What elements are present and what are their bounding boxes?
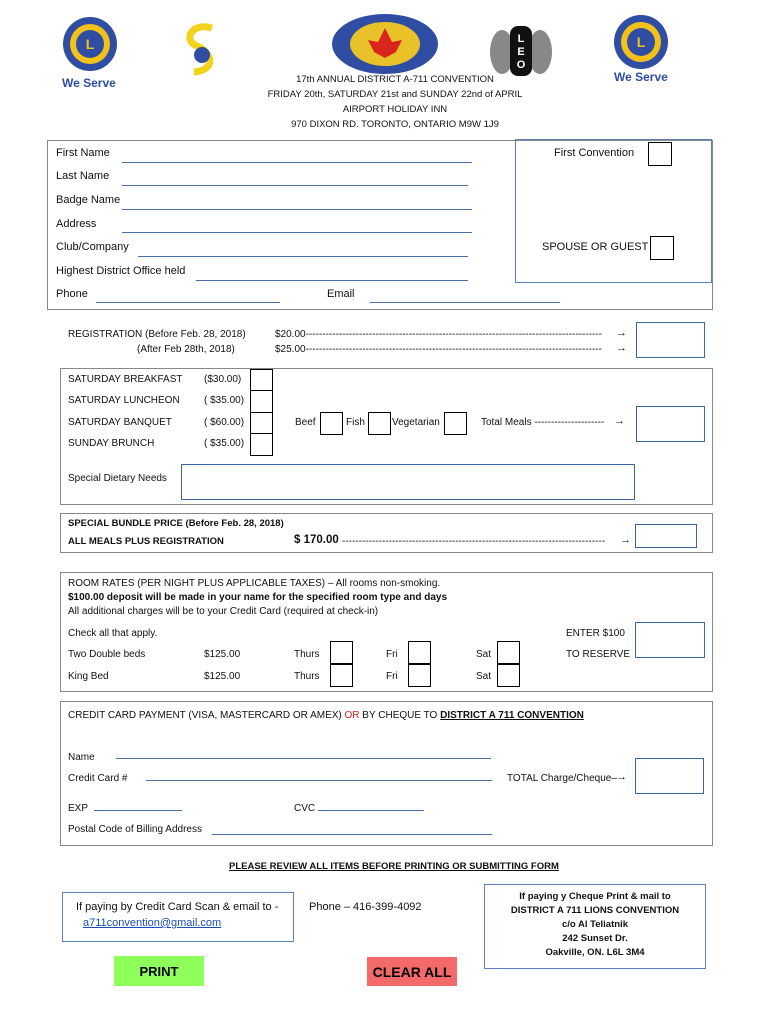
svg-text:E: E xyxy=(517,46,525,58)
phone-label: Phone xyxy=(56,288,88,300)
cheque-line-2: DISTRICT A 711 LIONS CONVENTION xyxy=(510,905,680,916)
district-office-label: Highest District Office held xyxy=(56,265,186,277)
cheque-line-4: 242 Sunset Dr. xyxy=(562,933,628,944)
title-line-3: AIRPORT HOLIDAY INN xyxy=(342,104,448,115)
vegetarian-checkbox[interactable] xyxy=(444,412,467,435)
beef-checkbox[interactable] xyxy=(320,412,343,435)
review-notice: PLEASE REVIEW ALL ITEMS BEFORE PRINTING OR SUBMITTING FORM xyxy=(229,861,559,872)
print-button[interactable] xyxy=(114,956,204,986)
double-thurs-checkbox[interactable] xyxy=(330,641,353,664)
meal-price-breakfast: ($30.00) xyxy=(204,374,242,385)
cvc-label: CVC xyxy=(294,803,316,814)
lions-logo-right xyxy=(606,12,676,72)
first-name-label: First Name xyxy=(56,147,110,159)
cvc-field[interactable] xyxy=(318,810,424,811)
contact-phone: Phone – 416-399-4092 xyxy=(309,901,422,913)
enter-label: ENTER $100 xyxy=(566,628,625,639)
we-serve-right: We Serve xyxy=(614,70,668,84)
room-type-king: King Bed xyxy=(68,671,109,682)
payment-name-label: Name xyxy=(68,752,95,763)
first-convention-checkbox[interactable] xyxy=(648,142,672,166)
total-charge-box[interactable] xyxy=(635,758,704,794)
special-dietary-input[interactable] xyxy=(181,464,635,500)
exp-label: EXP xyxy=(68,803,89,814)
meal-price-luncheon: ( $35.00) xyxy=(204,395,245,406)
registration-after-label: (After Feb 28th, 2018) xyxy=(137,344,235,355)
leo-logo xyxy=(488,22,554,80)
credit-instructions-line: If paying by Credit Card Scan & email to - xyxy=(76,901,279,913)
svg-text:O: O xyxy=(516,59,526,71)
meal-label-banquet: SATURDAY BANQUET xyxy=(68,417,172,428)
bundle-amount-box[interactable] xyxy=(635,524,697,548)
vegetarian-label: Vegetarian xyxy=(392,417,440,428)
breakfast-checkbox[interactable] xyxy=(250,369,273,392)
bundle-price: $ 170.00 xyxy=(294,534,339,546)
meal-price-banquet: ( $60.00) xyxy=(204,417,245,428)
thurs-label: Thurs xyxy=(294,671,320,682)
payment-heading xyxy=(68,710,584,721)
title-line-4: 970 DIXON RD. TORONTO, ONTARIO M9W 1J9 xyxy=(291,119,499,130)
lioness-logo xyxy=(172,20,232,80)
exp-field[interactable] xyxy=(94,810,182,811)
fish-label: Fish xyxy=(346,417,365,428)
registration-price-before: $20.00----------------------------------------------------------------------------------------- xyxy=(275,329,602,340)
double-fri-checkbox[interactable] xyxy=(408,641,431,664)
room-deposit-box[interactable] xyxy=(635,622,705,658)
lions-logo-left xyxy=(55,14,125,74)
phone-field[interactable] xyxy=(96,302,280,303)
bundle-dashes: ------------------------------------------------------------------------------- xyxy=(342,536,606,547)
first-name-field[interactable] xyxy=(122,162,472,163)
cheque-line-5: Oakville, ON. L6L 3M4 xyxy=(545,947,645,958)
king-thurs-checkbox[interactable] xyxy=(330,664,353,687)
payment-name-field[interactable] xyxy=(116,758,491,759)
payment-heading-b: BY CHEQUE TO xyxy=(359,710,441,721)
king-sat-checkbox[interactable] xyxy=(497,664,520,687)
check-all-label: Check all that apply. xyxy=(68,628,158,639)
svg-text:L: L xyxy=(636,34,646,50)
postal-code-field[interactable] xyxy=(212,834,492,835)
bundle-line-1: SPECIAL BUNDLE PRICE (Before Feb. 28, 2018) xyxy=(68,518,284,529)
fish-checkbox[interactable] xyxy=(368,412,391,435)
king-fri-checkbox[interactable] xyxy=(408,664,431,687)
bundle-line-2: ALL MEALS PLUS REGISTRATION xyxy=(68,536,224,547)
title-line-2: FRIDAY 20th, SATURDAY 21st and SUNDAY 22nd of APRIL xyxy=(267,89,523,100)
badge-name-field[interactable] xyxy=(122,209,472,210)
clear-all-button[interactable] xyxy=(367,957,457,986)
arrow-icon: → xyxy=(616,771,627,783)
club-label: Club/Company xyxy=(56,241,129,253)
svg-text:L: L xyxy=(85,36,95,52)
total-charge-label: TOTAL Charge/Cheque– xyxy=(507,773,617,784)
fri-label: Fri xyxy=(386,671,398,682)
cheque-line-3: c/o Al Teliatnik xyxy=(562,919,628,930)
email-label: Email xyxy=(327,288,355,300)
credit-card-label: Credit Card # xyxy=(68,773,128,784)
fri-label: Fri xyxy=(386,649,398,660)
first-convention-label: First Convention xyxy=(554,147,635,159)
rooms-line-2: $100.00 deposit will be made in your name for the specified room type and days xyxy=(68,592,447,603)
meal-price-brunch: ( $35.00) xyxy=(204,438,245,449)
luncheon-checkbox[interactable] xyxy=(250,390,273,413)
rooms-line-1: ROOM RATES (PER NIGHT PLUS APPLICABLE TAXES) – All rooms non-smoking. xyxy=(68,578,441,589)
room-price-king: $125.00 xyxy=(204,671,241,682)
address-label: Address xyxy=(56,218,97,230)
print-button-label: PRINT xyxy=(139,963,179,979)
registration-amount-box[interactable] xyxy=(636,322,705,358)
last-name-field[interactable] xyxy=(122,185,468,186)
convention-frame xyxy=(515,139,712,283)
email-field[interactable] xyxy=(370,302,560,303)
payment-heading-c: DISTRICT A 711 CONVENTION xyxy=(440,710,584,721)
district-office-field[interactable] xyxy=(196,280,468,281)
brunch-checkbox[interactable] xyxy=(250,433,273,456)
spouse-guest-label: SPOUSE OR GUEST xyxy=(542,241,649,253)
we-serve-left: We Serve xyxy=(62,76,116,90)
double-sat-checkbox[interactable] xyxy=(497,641,520,664)
total-meals-box[interactable] xyxy=(636,406,705,442)
arrow-icon: → xyxy=(616,342,627,354)
to-reserve-label: TO RESERVE xyxy=(566,649,631,660)
payment-heading-or: OR xyxy=(344,710,360,721)
last-name-label: Last Name xyxy=(56,170,110,182)
address-field[interactable] xyxy=(122,232,472,233)
spouse-guest-checkbox[interactable] xyxy=(650,236,674,260)
room-type-double: Two Double beds xyxy=(68,649,146,660)
banquet-checkbox[interactable] xyxy=(250,412,273,435)
credit-card-field[interactable] xyxy=(146,780,492,781)
cheque-line-1: If paying y Cheque Print & mail to xyxy=(519,891,671,902)
special-dietary-label: Special Dietary Needs xyxy=(68,473,167,484)
meal-label-luncheon: SATURDAY LUNCHEON xyxy=(68,395,180,406)
registration-before-label: REGISTRATION (Before Feb. 28, 2018) xyxy=(68,329,246,340)
beef-label: Beef xyxy=(295,417,316,428)
rooms-line-3: All additional charges will be to your Credit Card (required at check-in) xyxy=(68,606,379,617)
arrow-icon: → xyxy=(620,534,631,546)
arrow-icon: → xyxy=(614,415,625,427)
title-line-1: 17th ANNUAL DISTRICT A-711 CONVENTION xyxy=(296,74,494,85)
total-meals-label: Total Meals --------------------- xyxy=(481,417,605,428)
registration-price-after: $25.00----------------------------------------------------------------------------------------- xyxy=(275,344,602,355)
credit-email-link[interactable]: a711convention@gmail.com xyxy=(83,917,222,929)
badge-name-label: Badge Name xyxy=(56,194,121,206)
sat-label: Sat xyxy=(476,671,492,682)
thurs-label: Thurs xyxy=(294,649,320,660)
sat-label: Sat xyxy=(476,649,492,660)
room-price-double: $125.00 xyxy=(204,649,241,660)
svg-text:L: L xyxy=(517,33,525,45)
district-logo xyxy=(330,12,440,76)
payment-heading-a: CREDIT CARD PAYMENT (VISA, MASTERCARD OR AMEX) xyxy=(68,710,345,721)
postal-code-label: Postal Code of Billing Address xyxy=(68,824,202,835)
meal-label-breakfast: SATURDAY BREAKFAST xyxy=(68,374,183,385)
arrow-icon: → xyxy=(616,327,627,339)
clear-all-button-label: CLEAR ALL xyxy=(372,963,452,980)
meal-label-brunch: SUNDAY BRUNCH xyxy=(68,438,155,449)
club-field[interactable] xyxy=(138,256,468,257)
